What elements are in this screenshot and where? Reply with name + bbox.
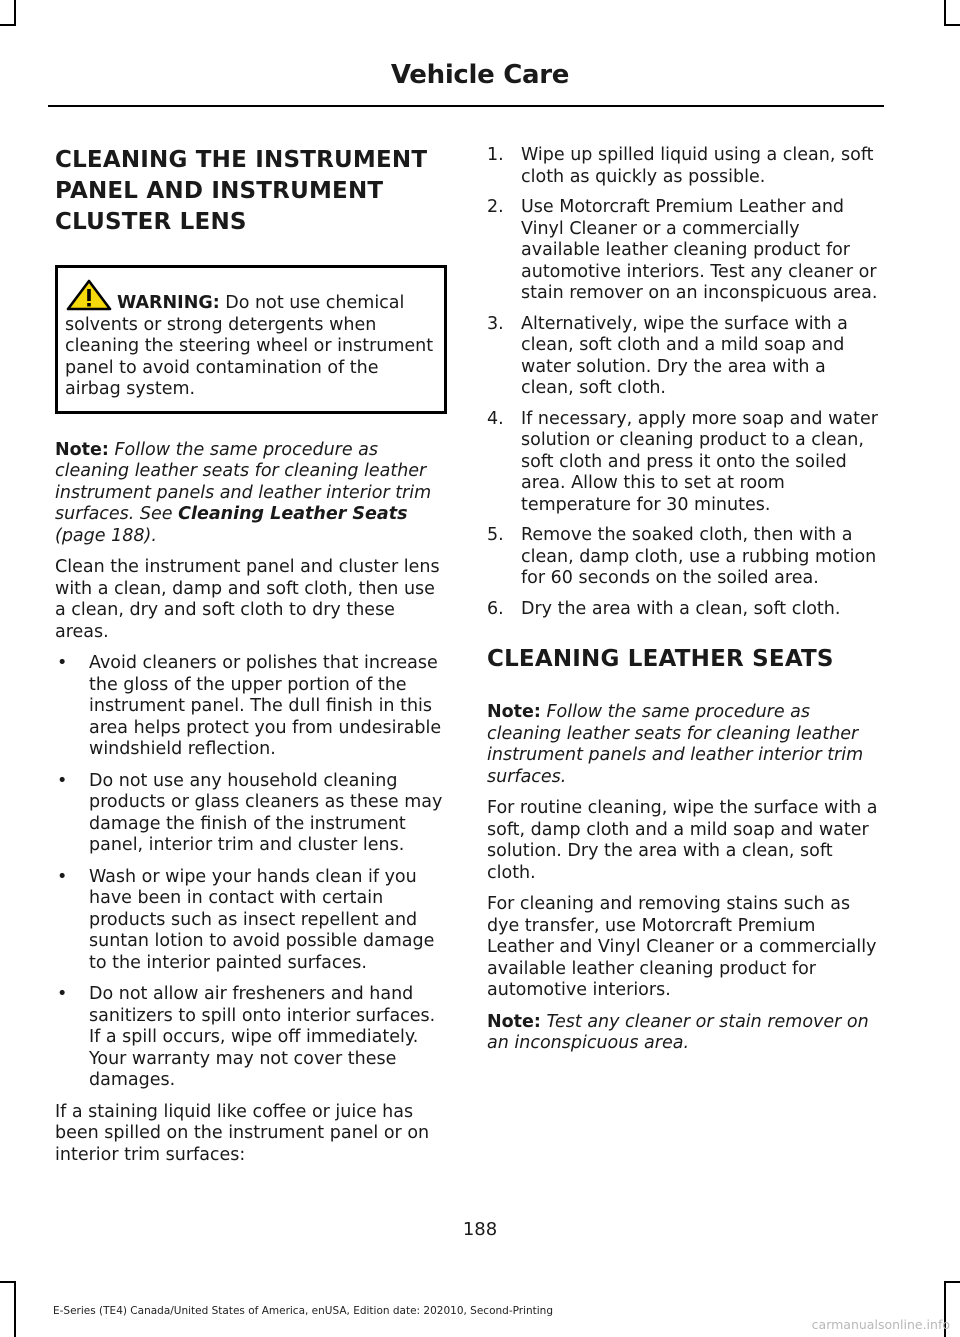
step-item (487, 145, 881, 188)
step-number: 6. (487, 598, 504, 619)
bullet-glyph: • (57, 653, 68, 673)
step-number: 1. (487, 145, 504, 165)
crop-mark (944, 1281, 960, 1283)
bullet-glyph: • (57, 984, 68, 1004)
note-text: Follow the same procedure as cleaning leather seats for cleaning leather instrument panels and leather interior trim surfaces. See (55, 439, 432, 524)
watermark: carmanualsonline.info (811, 1317, 950, 1332)
bullet-glyph: • (57, 866, 68, 887)
crop-mark (944, 24, 960, 26)
note-paragraph (487, 702, 881, 788)
step-text: Remove the soaked cloth, then with a clean, damp cloth, use a rubbing motion for 60 seconds on the soiled area. (521, 525, 877, 588)
note-text: Follow the same procedure as cleaning leather seats for cleaning leather instrument panels and leather interior trim surfaces. (487, 702, 864, 787)
right-column (487, 145, 881, 1065)
warning-box (55, 265, 447, 414)
step-text: Dry the area with a clean, soft cloth. (521, 598, 841, 619)
step-text: If necessary, apply more soap and water solution or cleaning product to a clean, soft cloth and press it onto the soiled area. Allow this to set at room temperature for 30 minutes. (521, 408, 878, 515)
stain-removal-paragraph: For cleaning and removing stains such as dye transfer, use Motorcraft Premium Leather and Vinyl Cleaner or a commercially available leather cleaning product for automotive interiors. (487, 894, 877, 1000)
warning-text: Do not use chemical solvents or strong detergents when cleaning the steering wheel or instrument panel to avoid contamination of the airbag system. (65, 293, 434, 399)
header-rule (48, 105, 884, 107)
intro-paragraph: Clean the instrument panel and cluster lens with a clean, damp and soft cloth, then use a clean, dry and soft cloth to dry these areas. (55, 557, 440, 642)
warning-triangle-icon (65, 278, 113, 312)
list-item-text: Avoid cleaners or polishes that increase the gloss of the upper portion of the instrument panel. The dull finish in this area helps protect you from undesirable windshield reflection. (89, 653, 442, 759)
step-item (487, 197, 881, 305)
list-item (55, 984, 447, 1092)
list-item-text: Wash or wipe your hands clean if you have been in contact with certain products such as insect repellent and suntan lotion to avoid possible damage to the interior painted surfaces. (89, 866, 435, 973)
warning-label: WARNING: (117, 293, 220, 313)
section-heading-leather-seats: CLEANING LEATHER SEATS (487, 646, 834, 672)
list-item-text: Do not allow air fresheners and hand sanitizers to spill onto interior surfaces. If a spill occurs, wipe off immediately. Your warranty may not cover these damages. (89, 984, 436, 1090)
routine-cleaning-paragraph: For routine cleaning, wipe the surface with a soft, damp cloth and a mild soap and water solution. Dry the area with a clean, soft cloth. (487, 798, 878, 883)
list-item (55, 653, 447, 761)
page-number: 188 (462, 1219, 498, 1240)
step-number: 3. (487, 313, 504, 334)
edition-footer: E-Series (TE4) Canada/United States of America, enUSA, Edition date: 202010, Second-Printing (53, 1305, 554, 1317)
crop-mark (944, 0, 946, 26)
crop-mark (0, 24, 16, 26)
list-item-text: Do not use any household cleaning products or glass cleaners as these may damage the finish of the instrument panel, interior trim and cluster lens. (89, 770, 443, 855)
page-reference: (page 188). (55, 525, 157, 546)
section-heading-instrument-panel: CLEANING THE INSTRUMENT PANEL AND INSTRUMENT CLUSTER LENS (55, 147, 428, 235)
step-item (487, 525, 881, 590)
step-item (487, 409, 881, 517)
cross-reference-link[interactable]: Cleaning Leather Seats (178, 504, 408, 524)
step-text: Alternatively, wipe the surface with a clean, soft cloth and a mild soap and water solution. Dry the area with a clean, soft cloth. (521, 313, 848, 398)
note-text: Test any cleaner or stain remover on an inconspicuous area. (487, 1011, 869, 1053)
list-item (55, 867, 447, 975)
step-text: Use Motorcraft Premium Leather and Vinyl Cleaner or a commercially available leather cleaning product for automotive interiors. Test any cleaner or stain remover on an inconspicuous area. (521, 197, 878, 303)
page-header-title: Vehicle Care (390, 60, 570, 90)
list-item (55, 771, 447, 857)
note-paragraph (55, 440, 447, 548)
step-number: 2. (487, 197, 504, 217)
crop-mark (14, 0, 16, 26)
note-label: Note: (487, 702, 541, 722)
note-paragraph (487, 1012, 881, 1055)
crop-mark (0, 1281, 16, 1283)
step-item (487, 599, 881, 621)
bullet-glyph: • (57, 770, 68, 791)
left-column (55, 145, 447, 1176)
closing-paragraph: If a staining liquid like coffee or juice has been spilled on the instrument panel or on interior trim surfaces: (55, 1101, 430, 1165)
numbered-steps (487, 145, 881, 620)
note-label: Note: (487, 1011, 541, 1032)
step-text: Wipe up spilled liquid using a clean, soft cloth as quickly as possible. (521, 145, 874, 187)
step-number: 5. (487, 525, 504, 545)
step-item (487, 314, 881, 400)
bullet-list (55, 653, 447, 1092)
crop-mark (14, 1281, 16, 1337)
note-label: Note: (55, 439, 109, 460)
step-number: 4. (487, 408, 504, 429)
